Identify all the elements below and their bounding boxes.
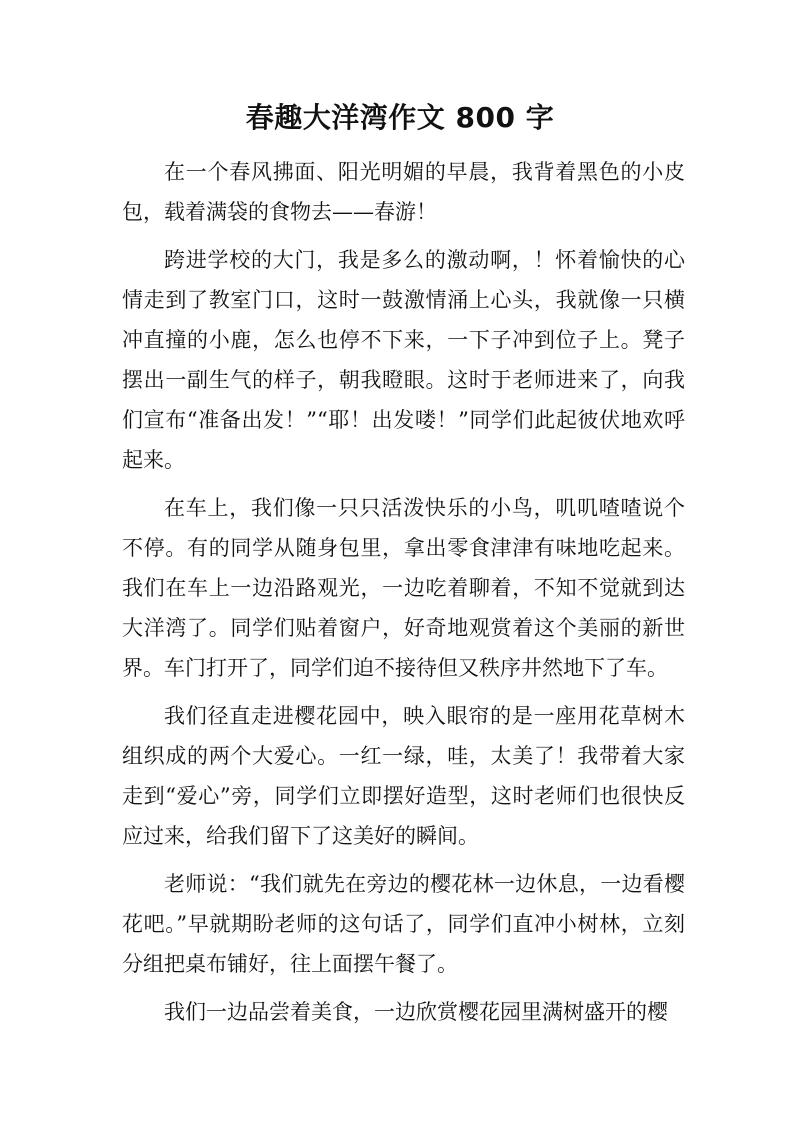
paragraph: 我们径直走进樱花园中，映入眼帘的是一座用花草树木组织成的两个大爱心。一红一绿，哇，太美了！我带着大家走到“爱心”旁，同学们立即摆好造型，这时老师们也很快反应过来，给我们留下了这美好的瞬间。 [122,704,685,848]
paragraph: 跨进学校的大门，我是多么的激动啊，！怀着愉快的心情走到了教室门口，这时一鼓激情涌上心头，我就像一只横冲直撞的小鹿，怎么也停不下来，一下子冲到位子上。凳子摆出一副生气的样子，朝我瞪眼。这时于老师进来了，向我们宣布“准备出发！”“耶！出发喽！”同学们此起彼伏地欢呼起来。 [122,248,685,472]
document-body [122,152,685,1040]
document-title: 春趣大洋湾作文 800 字 [245,101,555,134]
paragraph: 在一个春风拂面、阳光明媚的早晨，我背着黑色的小皮包，载着满袋的食物去——春游！ [122,160,685,224]
paragraph: 我们一边品尝着美食，一边欣赏樱花园里满树盛开的樱 [164,1000,668,1024]
paragraph: 在车上，我们像一只只活泼快乐的小鸟，叽叽喳喳说个不停。有的同学从随身包里，拿出零食津津有味地吃起来。我们在车上一边沿路观光，一边吃着聊着，不知不觉就到达大洋湾了。同学们贴着窗户，好奇地观赏着这个美丽的新世界。车门打开了，同学们迫不接待但又秩序井然地下了车。 [122,496,685,680]
paragraph: 老师说：“我们就先在旁边的樱花林一边休息，一边看樱花吧。”早就期盼老师的这句话了，同学们直冲小树林，立刻分组把桌布铺好，往上面摆午餐了。 [122,872,685,976]
